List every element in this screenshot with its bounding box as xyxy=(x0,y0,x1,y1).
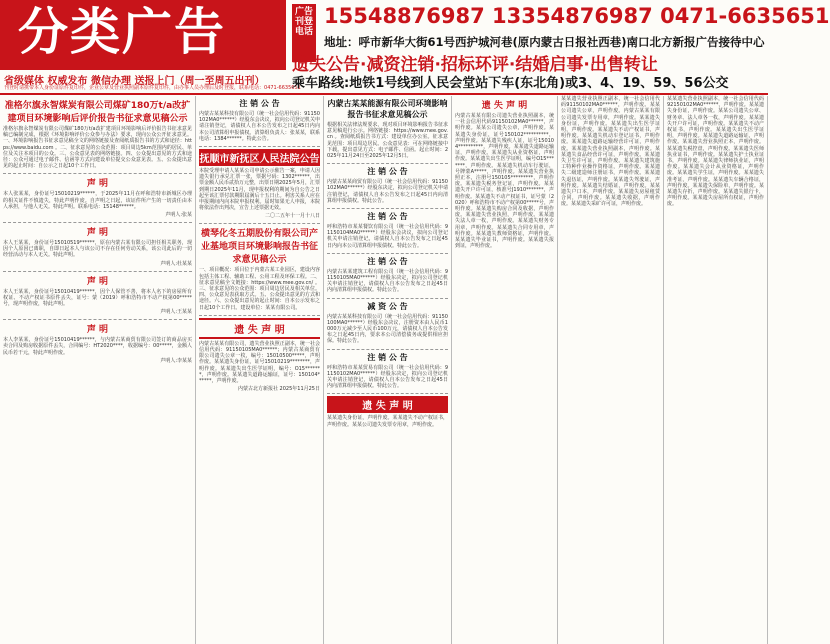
announcement-signature: 声明人:李某某 xyxy=(160,357,192,364)
announcement-body: 根据相关法律法规要求，现对项目环境影响报告书征求意见稿进行公示。网络链接：https://www.mee.gov.cn 。查阅纸质报告书方式：建设单位办公室。征求意见范围：项目周边居民。公众意见表：可在网络链接中下载。提出意见方式：电子邮件、信函。起止时间：2025年11月24日至2025年12月5日。 xyxy=(327,122,448,160)
announcement-body: 呼和浩特市某某贸易有限公司（统一社会信用代码：91150102MA0******）经股东决定，拟向公司登记机关申请注销登记，请债权人自本公告发布之日起45日内向清算组申报债权。特此公告。 xyxy=(327,364,448,390)
announcement xyxy=(327,301,448,345)
ad-phone-tag: 广告刊登电话 xyxy=(292,4,316,62)
ad-column-1 xyxy=(0,96,196,644)
announcement-divider xyxy=(327,163,448,164)
announcement-body: 本人张某某，身份证号15010219******，于2025年11月在呼和浩特市新城区办理的相关证件不慎遗失，特此声明作废。自声明之日起，该证件所产生的一切责任由本人承担，与他人无关。特此声明。联系电话：15148******。 xyxy=(3,191,192,210)
announcement xyxy=(199,149,320,219)
announcement-body: 内蒙古某某商贸有限公司（统一社会信用代码：91150102MA0******）经股东决定，拟向公司登记机关申请注销登记，请债权人自本公告发布之日起45日内向清算组申报债权。特此公告。 xyxy=(327,179,448,204)
page-header xyxy=(0,0,830,92)
announcement-body: 本人李某某，身份证号15010419******，与内蒙古某商贸有限公司签订的商品房买卖合同及购房收据原件丢失，合同编号：HT2020****，收据编号：00*****，金额人民币若干元，特此声明作废。 xyxy=(3,337,192,356)
ad-column-2 xyxy=(196,96,324,644)
announcement-body: 一、项目概况：项目位于内蒙古某工业园区，建设内容包括主体工程、辅助工程、公用工程及环保工程。二、征求意见稿全文链接：https://www.mee.gov.cn/ 。三、征求意见的公众范围：项目周边居民及相关单位。四、公众意见表获取方式。五、公众提出意见的方式和途径。六、公众提出意见的起止时间：自本公示发布之日起10个工作日。建设单位：某某有限公司。 xyxy=(199,267,320,311)
announcement-title: 声 明 xyxy=(86,276,109,287)
office-address: 地址：呼市新华大街61号西护城河巷(原内蒙古日报社西巷)南口北方新报广告接待中心 xyxy=(324,35,765,49)
announcement-divider xyxy=(327,253,448,254)
announcement-title: 注 销 公 告 xyxy=(367,212,408,222)
classified-columns xyxy=(0,96,768,644)
ad-column-4 xyxy=(452,96,558,644)
announcement-signature: 二〇二五年十一月十八日 xyxy=(264,213,320,220)
announcement xyxy=(455,98,554,249)
announcement-body: 内蒙古某某有限公司遗失营业执照副本，统一社会信用代码91150102MA0******，声明作废。某某公司遗失公章，声明作废。某某遗失身份证，证号150102**********，声明作废。某某遗失残疾人证，证号150104**********，声明作废。某某遗失道路运输证，声明作废。某某遗失从业资格证，声明作废。某某遗失出生医学证明，编号O15*******，声明作废。某某遗失机动车行驶证，号牌蒙A*****，声明作废。某某遗失营业执照正本，注册号150105*********，声明作废。某某遗失税务登记证，声明作废。某某遗失开户许可证，核准号J1910*******，声明作废。某某遗失不动产权证书，证号蒙（2020）呼和浩特市不动产权第00*****号，声明作废。某某遗失购房合同及收据，声明作废。某某遗失营业执照，声明作废。某某遗失法人章一枚，声明作废。某某遗失财务专用章，声明作废。某某遗失合同专用章，声明作废。某某遗失教师资格证，声明作废。某某遗失毕业证书，声明作废。某某遗失报到证，声明作废。 xyxy=(455,113,554,250)
announcement-divider xyxy=(3,319,192,320)
announcement-title: 声 明 xyxy=(86,325,109,336)
announcement-signature: 声明人:张某 xyxy=(165,212,192,219)
announcement-divider xyxy=(199,146,320,147)
announcement-title: 注 销 公 告 xyxy=(367,256,408,266)
announcement-body: 本院受理申请人某某公司申请公示催告一案，申请人因遗失银行承兑汇票一张，票据号码：1302******，出票金额人民币贰拾万元整，出票日期2025年5月，汇票到期日2025年11月，现申报权利的期间为自公告之日起至该汇票付款期限届满后十五日止。利害关系人应在申报期间内向本院申报权利。届时如果无人申报，本院将依法作出判决，宣告上述票据无效。 xyxy=(199,168,320,212)
announcement-body: 某某遗失营业执照副本，统一社会信用代码92150102MA0******，声明作废。某某遗失身份证，声明作废。某某公司遗失公章、财务章、法人章各一枚，声明作废。某某遗失开户许可证，声明作废。某某遗失不动产权证书，声明作废。某某遗失出生医学证明，声明作废。某某遗失道路运输证，声明作废。某某遗失营业执照正本，声明作废。某某遗失税控盘，声明作废。某某遗失医师执业证书，声明作废。某某遗失护士执业证书，声明作废。某某遗失律师执业证，声明作废。某某遗失会计从业资格证，声明作废。某某遗失学生证，声明作废。某某遗失准考证，声明作废。某某遗失车辆合格证，声明作废。某某遗失保险单，声明作废。某某遗失存折，声明作废。某某遗失银行卡，声明作废。某某遗失房屋所有权证，声明作废。 xyxy=(667,96,764,208)
announcement-body: 内蒙古某某科技有限公司（统一社会信用代码：91150102MA0******）经股东会决议，拟向公司登记机关申请注销登记，请债权人自本公告发布之日起45日内向本公司清算组申报债权。清算组负责人：张某某，联系电话：1384******。特此公告。 xyxy=(199,111,320,142)
announcement xyxy=(3,274,192,316)
announcement xyxy=(3,322,192,364)
ad-column-6 xyxy=(664,96,768,644)
announcement-divider xyxy=(327,393,448,394)
announcement-signature: 内蒙古北方新报社 2025年11月25日 xyxy=(237,386,320,393)
announcement-body: 内蒙古某某有限公司，遗失营业执照正副本，统一社会信用代码：91150105MA0******；内蒙古某商贸有限公司遗失公章一枚，编号：15010500*****，声明作废。某某遗失身份证，证号15010219********，声明作废。某某遗失出生医学证明，编号：O15*******，声明作废。某某遗失道路运输证，证号：150104******，声明作废。 xyxy=(199,340,320,385)
announcement-title: 注 销 公 告 xyxy=(367,352,408,362)
announcement-title: 抚顺市新抚区人民法院公告 xyxy=(199,149,320,166)
announcement-title: 准格尔旗永智煤炭有限公司煤矿180万t/a改扩建项目环境影响后评价报告书征求意见稿公示 xyxy=(4,101,191,124)
announcement-signature: 声明人:王某某 xyxy=(160,309,192,316)
announcement-body: 内蒙古某某建筑工程有限公司（统一社会信用代码：91150105MA0******）经股东决定，拟向公司登记机关申请注销登记，请债权人自本公告发布之日起45日内向清算组申报债权。特此公告。 xyxy=(327,268,448,294)
announcement-divider xyxy=(327,349,448,350)
announcement-divider xyxy=(327,298,448,299)
announcement xyxy=(199,98,320,142)
announcement xyxy=(3,225,192,267)
header-divider xyxy=(0,93,768,95)
announcement xyxy=(199,226,320,310)
announcement-title: 声 明 xyxy=(86,228,109,239)
announcement-body: 内蒙古某某科技有限公司（统一社会信用代码：91150100MA0******）经股东会决议，注册资本由人民币1000万元减少至人民币100万元，请债权人自本公告发布之日起45日内，要求本公司清偿债务或提供相应担保。特此公告。 xyxy=(327,313,448,345)
service-list: 遗失公告·减资注销·招标环评·结婚启事·出售转让 xyxy=(292,55,658,75)
announcement xyxy=(327,98,448,159)
announcement-title: 注 销 公 告 xyxy=(239,99,280,108)
announcement-title: 内蒙古某某能源有限公司环境影响报告书征求意见稿公示 xyxy=(327,99,448,119)
brand-subtitle: 省级媒体 权威发布 微信办理 送报上门（周一至周五出刊） xyxy=(4,76,265,87)
announcement-title: 声 明 xyxy=(86,179,109,190)
announcement xyxy=(327,256,448,294)
announcement-title: 遗 失 声 明 xyxy=(481,101,528,111)
announcement xyxy=(561,96,660,208)
transit-route: 乘车路线:地铁1号线到人民会堂站下车(东北角)或3、4、19、59、56公交 xyxy=(292,76,729,91)
announcement-divider xyxy=(199,223,320,224)
announcement-body: 本人王某某，身份证号15010519******，原在内蒙古某有限公司担任相关职务，现因个人原因已离职，自即日起本人与该公司不存在任何劳动关系，该公司此后的一切经营活动与本人无关。特此声明。 xyxy=(3,240,192,259)
announcement xyxy=(327,211,448,249)
announcement-divider xyxy=(3,222,192,223)
brand-note: 刊登时请携带本人身份证原件复印件，企业公章及营业执照副本原件复印件，由办事人员办理后及时登报，联系电话：0471-6635651 xyxy=(4,85,301,91)
announcement-divider xyxy=(199,315,320,316)
announcement xyxy=(667,96,764,208)
announcement-divider xyxy=(327,208,448,209)
announcement xyxy=(3,176,192,218)
announcement-signature: 声明人:杜某某 xyxy=(160,260,192,267)
announcement xyxy=(327,352,448,390)
brand-banner xyxy=(0,0,286,70)
announcement-title: 注 销 公 告 xyxy=(367,167,408,177)
announcement xyxy=(3,98,192,169)
announcement-divider xyxy=(3,271,192,272)
ad-column-5 xyxy=(558,96,664,644)
brand-title: 分类广告 xyxy=(18,3,226,61)
announcement-divider xyxy=(3,173,192,174)
contact-phones: 15548876987 13354876987 0471-6635651 xyxy=(324,4,830,28)
announcement xyxy=(327,396,448,427)
ad-column-3 xyxy=(324,96,452,644)
announcement-body: 本人王某某，身份证号15010419******，因个人保管不善，将本人名下的房屋所有权证、不动产权证书原件丢失，证号：蒙（2019）呼和浩特市不动产权第00*****号，现声明作废，特此声明。 xyxy=(3,288,192,308)
announcement-body: 准格尔旗永智煤炭有限公司煤矿180万t/a改扩建项目环境影响后评价报告书征求意见稿已编制完成，根据《环境影响评价公众参与办法》要求，现向公众公开征求意见。一、环境影响报告书征求意见稿全文的网络链接及查阅纸质报告书的方式和途径：https://www.baidu.com 。二、征求意见的公众范围：项目周边5km范围内的居民、单位及关注本项目的公众。三、公众意见表的网络链接。四、公众提出意见的方式和途径：公众可通过电子邮件、信函等方式向建设单位提交公众意见表。五、公众提出意见的起止时间：自公示之日起10个工作日。 xyxy=(3,126,192,170)
announcement xyxy=(199,318,320,392)
announcement-title: 减 资 公 告 xyxy=(367,301,408,311)
announcement-body: 某某遗失身份证，声明作废。某某遗失不动产权证书，声明作废。某某公司遗失发票专用章，声明作废。 xyxy=(327,415,448,428)
announcement-title: 横琴化冬五期股份有限公司产业基地项目环境影响报告书征求意见稿公示 xyxy=(200,229,318,266)
announcement xyxy=(327,166,448,204)
announcement-title: 遗 失 声 明 xyxy=(199,318,320,339)
announcement-body: 呼和浩特市某某餐饮有限公司（统一社会信用代码：91150104MA0******）经股东会决议，拟向公司登记机关申请注销登记，请债权人自本公告发布之日起45日内向本公司清算组申报债权。特此公告。 xyxy=(327,224,448,249)
announcement-body: 某某遗失营业执照正副本，统一社会信用代码91150102MA0******，声明作废。某某公司遗失公章，声明作废。内蒙古某某有限公司遗失发票专用章，声明作废。某某遗失身份证，声明作废。某某遗失出生医学证明，声明作废。某某遗失不动产权证书，声明作废。某某遗失机动车登记证书，声明作废。某某遗失道路运输经营许可证，声明作废。某某遗失营业执照副本，声明作废。某某遗失食品经营许可证，声明作废。某某遗失卫生许可证，声明作废。某某遗失建筑施工特种作业操作资格证，声明作废。某某遗失二级建造师注册证书，声明作废。某某遗失退伍证，声明作废。某某遗失驾驶证，声明作废。某某遗失结婚证，声明作废。某某遗失户口本，声明作废。某某遗失房屋租赁合同，声明作废。某某遗失收据，声明作废。某某遗失采矿许可证，声明作废。 xyxy=(561,96,660,208)
announcement-title: 遗 失 声 明 xyxy=(327,396,448,413)
